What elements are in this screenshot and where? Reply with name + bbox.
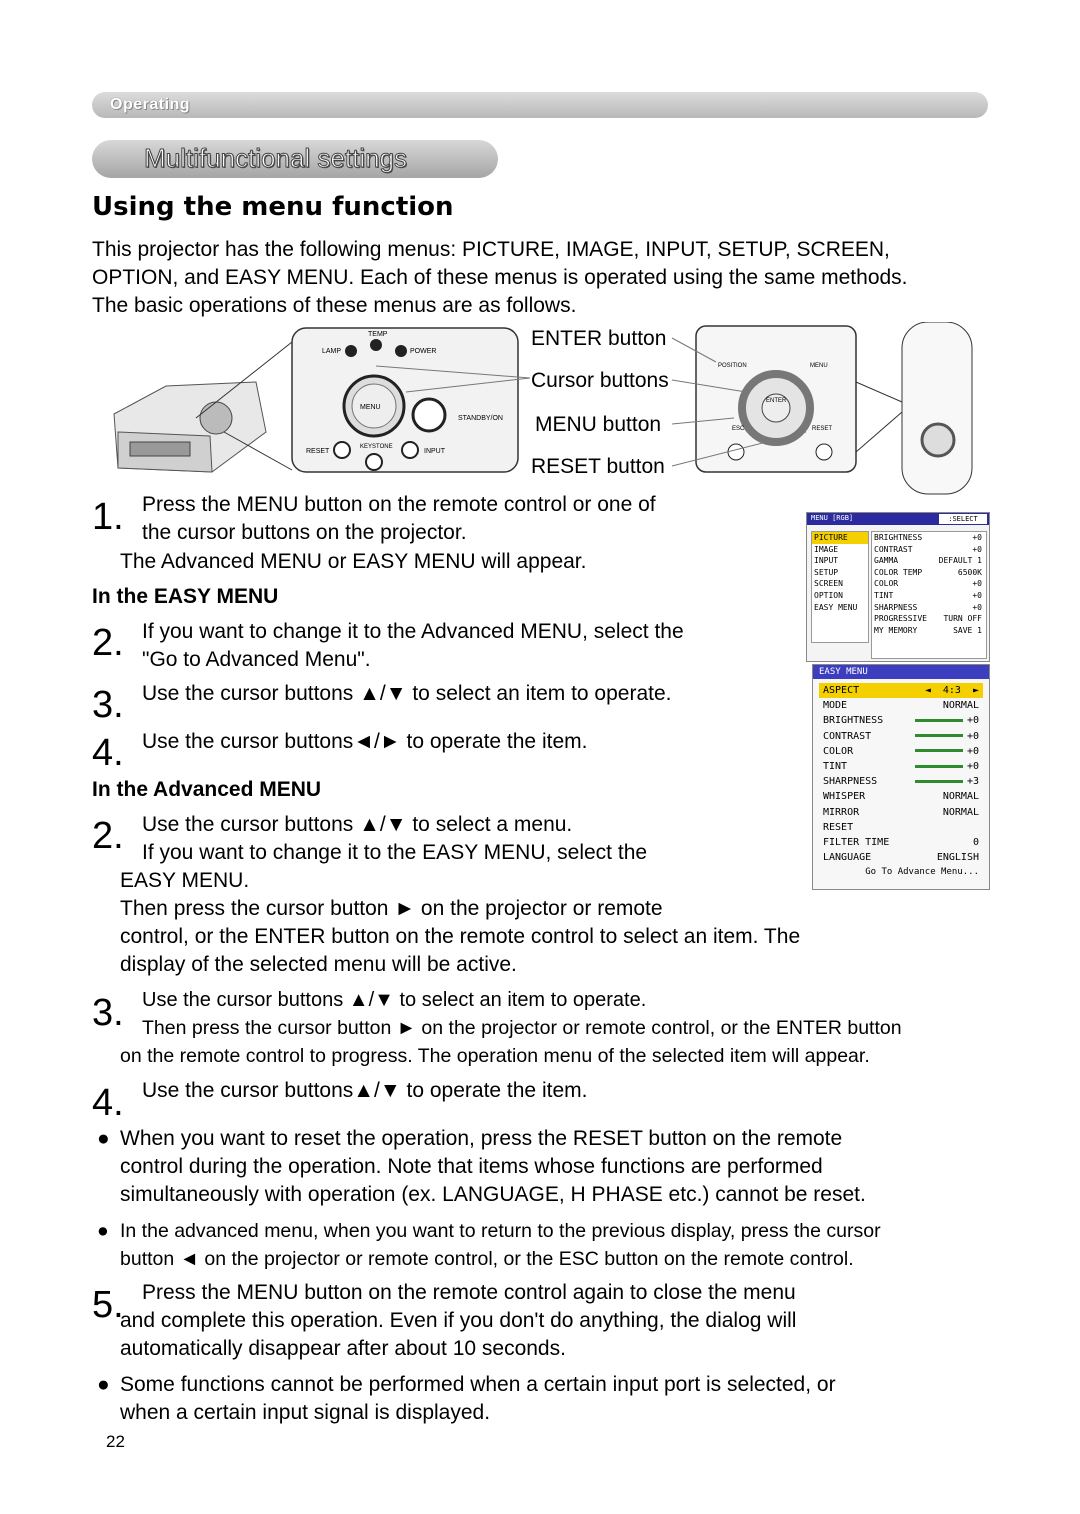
adv-step-2-line-2: If you want to change it to the EASY MENU, select the xyxy=(142,841,648,864)
easy-row-value: +3 xyxy=(966,776,979,788)
enter-button-label: ENTER button xyxy=(531,327,667,350)
bullet-1-line-2: control during the operation. Note that items whose functions are performed xyxy=(120,1155,823,1178)
adv-step-2-line-6: display of the selected menu will be active. xyxy=(120,953,517,976)
easy-row[interactable] xyxy=(819,850,983,865)
section-bar xyxy=(92,92,988,118)
remote-position-label: POSITION xyxy=(718,363,747,369)
input-label: INPUT xyxy=(424,448,445,455)
easy-row[interactable] xyxy=(819,789,983,804)
adv-item-name: COLOR xyxy=(874,579,899,589)
easy-row-name: MODE xyxy=(823,700,848,712)
easy-row-aspect[interactable] xyxy=(819,683,983,698)
adv-item-name: PROGRESSIVE xyxy=(874,614,927,624)
adv-category[interactable]: SCREEN xyxy=(814,579,843,589)
adv-item-name: CONTRAST xyxy=(874,544,913,554)
adv-step-2-line-1: Use the cursor buttons ▲/▼ to select a menu. xyxy=(142,813,573,836)
easy-menu-rows xyxy=(819,683,983,881)
step-1-line-2: the cursor buttons on the projector. xyxy=(142,521,467,544)
remote-enter-label: ENTER xyxy=(766,398,787,404)
keystone-label: KEYSTONE xyxy=(360,444,393,450)
intro-line-1: This projector has the following menus: PICTURE, IMAGE, INPUT, SETUP, SCREEN, xyxy=(92,238,890,261)
intro-line-2: OPTION, and EASY MENU. Each of these menus is operated using the same methods. xyxy=(92,266,908,289)
adv-item-name: GAMMA xyxy=(874,556,899,566)
adv-item-value: DEFAULT 1 xyxy=(938,556,982,566)
easy-row-slider xyxy=(915,713,979,728)
adv-item-value: 6500K xyxy=(957,567,982,577)
step-1-line-1: Press the MENU button on the remote control or one of xyxy=(142,493,656,516)
easy-row-name: ASPECT xyxy=(823,685,860,696)
easy-row-value: NORMAL xyxy=(942,806,979,818)
adv-item-name: TINT xyxy=(874,590,894,600)
temp-indicator xyxy=(370,339,382,351)
power-indicator xyxy=(395,345,407,357)
easy-row-name: WHISPER xyxy=(823,791,866,803)
bullet-2-line-1: In the advanced menu, when you want to return to the previous display, press the cursor xyxy=(120,1220,881,1242)
section-label: Operating xyxy=(110,96,191,113)
easy-step-2-line-2: "Go to Advanced Menu". xyxy=(142,648,371,671)
adv-item-name: COLOR TEMP xyxy=(874,567,923,577)
adv-menu-select: :SELECT xyxy=(939,514,987,524)
step-5-line-2: and complete this operation. Even if you don't do anything, the dialog will xyxy=(120,1309,797,1332)
easy-row-value: +0 xyxy=(966,761,979,773)
easy-row[interactable] xyxy=(819,774,983,789)
adv-step-2-line-4: Then press the cursor button ► on the projector or remote xyxy=(120,897,663,920)
adv-step-3-line-3: on the remote control to progress. The operation menu of the selected item will appear. xyxy=(120,1045,870,1067)
adv-category[interactable]: SETUP xyxy=(814,567,839,577)
step-1-number: 1. xyxy=(92,496,124,538)
projector-illustration xyxy=(114,382,266,472)
adv-item-value: +0 xyxy=(972,579,982,589)
adv-step-3-line-2: Then press the cursor button ► on the projector or remote control, or the ENTER button xyxy=(142,1017,902,1039)
easy-row[interactable] xyxy=(819,805,983,820)
easy-row-slider xyxy=(915,774,979,789)
standby-label: STANDBY/ON xyxy=(458,415,503,422)
adv-item-name: MY MEMORY xyxy=(874,625,918,635)
easy-row-name: BRIGHTNESS xyxy=(823,715,884,727)
easy-row-value: 0 xyxy=(972,837,979,849)
easy-row-value: NORMAL xyxy=(942,700,979,712)
adv-step-3-line-1: Use the cursor buttons ▲/▼ to select an item to operate. xyxy=(142,989,647,1011)
easy-row-value: ◄ 4:3 ► xyxy=(924,685,979,696)
adv-category[interactable]: IMAGE xyxy=(814,544,839,554)
keystone-button[interactable] xyxy=(366,454,382,470)
adv-step-2-number: 2. xyxy=(92,815,124,857)
adv-step-4-number: 4. xyxy=(92,1082,124,1124)
bullet-3-line-2: when a certain input signal is displayed. xyxy=(120,1401,491,1424)
easy-row-value: +0 xyxy=(966,715,979,727)
easy-row-slider xyxy=(915,744,979,759)
adv-item-name: BRIGHTNESS xyxy=(874,533,923,542)
adv-item-value: SAVE 1 xyxy=(953,625,982,635)
remote-esc-label: ESC xyxy=(732,426,745,432)
adv-step-3-number: 3. xyxy=(92,992,124,1034)
input-button[interactable] xyxy=(402,442,418,458)
step-5-line-3: automatically disappear after about 10 seconds. xyxy=(120,1337,566,1360)
adv-item-value: +0 xyxy=(972,544,982,554)
easy-step-3-number: 3. xyxy=(92,684,124,726)
adv-item-value: +0 xyxy=(972,590,982,600)
lamp-label: LAMP xyxy=(322,348,342,355)
bullet-1-line-3: simultaneously with operation (ex. LANGUAGE, H PHASE etc.) cannot be reset. xyxy=(120,1183,866,1206)
step-5-line-1: Press the MENU button on the remote control again to close the menu xyxy=(142,1281,796,1304)
easy-row-value: NORMAL xyxy=(942,791,979,803)
adv-category[interactable]: PICTURE xyxy=(812,532,868,544)
easy-row-slider xyxy=(915,759,979,774)
easy-row-value-text: 4:3 xyxy=(942,685,961,696)
step-5-number: 5. xyxy=(92,1284,124,1326)
bullet-3-mark: ● xyxy=(97,1373,110,1396)
easy-row-name: RESET xyxy=(823,821,854,833)
easy-row[interactable] xyxy=(819,835,983,850)
easy-row-value: +0 xyxy=(966,745,979,757)
easy-row-slider xyxy=(915,729,979,744)
page-number: 22 xyxy=(106,1432,125,1451)
easy-row-name: COLOR xyxy=(823,745,854,757)
adv-menu-item-list xyxy=(871,531,987,659)
section-heading: Using the menu function xyxy=(92,192,454,222)
remote-menu-label: MENU xyxy=(810,363,828,369)
adv-item-row[interactable] xyxy=(872,590,986,602)
adv-item-row[interactable] xyxy=(872,567,986,579)
easy-row-name: FILTER TIME xyxy=(823,837,890,849)
easy-row[interactable] xyxy=(819,698,983,713)
easy-row-value: +0 xyxy=(966,730,979,742)
intro-line-3: The basic operations of these menus are as follows. xyxy=(92,294,577,317)
adv-step-2-line-3: EASY MENU. xyxy=(120,869,250,892)
lamp-indicator xyxy=(345,345,357,357)
adv-item-row[interactable] xyxy=(872,578,986,590)
easy-row[interactable] xyxy=(819,713,983,728)
adv-menu-title: MENU [RGB] xyxy=(811,514,854,522)
menu-button-label: MENU button xyxy=(535,413,662,436)
adv-menu-category-list xyxy=(811,531,869,643)
easy-step-4-line-1: Use the cursor buttons◄/► to operate the item. xyxy=(142,730,588,753)
easy-row[interactable] xyxy=(819,729,983,744)
adv-item-row[interactable] xyxy=(872,555,986,567)
power-label: POWER xyxy=(410,348,437,355)
adv-item-row[interactable] xyxy=(872,602,986,614)
advanced-menu-heading: In the Advanced MENU xyxy=(92,778,322,801)
adv-item-value: +0 xyxy=(972,533,982,542)
adv-category[interactable]: INPUT xyxy=(814,556,839,566)
remote-full xyxy=(902,322,972,494)
easy-row-name: LANGUAGE xyxy=(823,852,872,864)
bullet-1-mark: ● xyxy=(97,1127,110,1150)
adv-step-2-line-5: control, or the ENTER button on the remote control to select an item. The xyxy=(120,925,801,948)
easy-menu-heading: In the EASY MENU xyxy=(92,585,279,608)
easy-row-value: ENGLISH xyxy=(936,852,979,864)
advanced-menu-screenshot xyxy=(806,512,990,662)
page-title-pill xyxy=(92,140,498,178)
adv-item-name: SHARPNESS xyxy=(874,602,918,612)
reset-button-label: RESET button xyxy=(531,455,665,478)
bullet-3-line-1: Some functions cannot be performed when a certain input port is selected, or xyxy=(120,1373,836,1396)
adv-item-row[interactable] xyxy=(872,532,986,544)
bullet-2-line-2: button ◄ on the projector or remote control, or the ESC button on the remote control. xyxy=(120,1248,854,1270)
easy-menu-screenshot xyxy=(812,664,990,890)
easy-row-name: SHARPNESS xyxy=(823,776,878,788)
reset-label: RESET xyxy=(306,448,330,455)
go-to-advance-menu[interactable]: Go To Advance Menu... xyxy=(865,867,979,878)
adv-item-row[interactable] xyxy=(872,625,986,637)
easy-step-2-number: 2. xyxy=(92,622,124,664)
adv-category[interactable]: EASY MENU xyxy=(814,602,858,612)
easy-row[interactable] xyxy=(819,744,983,759)
easy-step-4-number: 4. xyxy=(92,732,124,774)
temp-label: TEMP xyxy=(368,331,388,338)
easy-row-name: MIRROR xyxy=(823,806,860,818)
cursor-buttons-label: Cursor buttons xyxy=(531,369,669,392)
bullet-2-mark: ● xyxy=(97,1220,109,1242)
easy-row-name: CONTRAST xyxy=(823,730,872,742)
adv-step-4-line-1: Use the cursor buttons▲/▼ to operate the item. xyxy=(142,1079,588,1102)
adv-item-row[interactable] xyxy=(872,544,986,556)
easy-row[interactable] xyxy=(819,820,983,835)
adv-category[interactable]: OPTION xyxy=(814,590,843,600)
remote-reset-label: RESET xyxy=(812,426,833,432)
easy-step-2-line-1: If you want to change it to the Advanced MENU, select the xyxy=(142,620,684,643)
panel-reset-button[interactable] xyxy=(334,442,350,458)
panel-menu-label: MENU xyxy=(360,404,381,411)
easy-row-name: TINT xyxy=(823,761,848,773)
easy-step-3-line-1: Use the cursor buttons ▲/▼ to select an item to operate. xyxy=(142,682,672,705)
easy-row[interactable] xyxy=(819,759,983,774)
adv-item-value: +0 xyxy=(972,602,982,612)
page-title: Multifunctional settings xyxy=(144,143,408,173)
standby-button[interactable] xyxy=(413,399,445,431)
adv-item-row[interactable] xyxy=(872,613,986,625)
adv-item-value: TURN OFF xyxy=(943,614,982,624)
step-1-line-3: The Advanced MENU or EASY MENU will appear. xyxy=(120,550,587,573)
easy-menu-title: EASY MENU xyxy=(819,667,868,677)
bullet-1-line-1: When you want to reset the operation, press the RESET button on the remote xyxy=(120,1127,843,1150)
